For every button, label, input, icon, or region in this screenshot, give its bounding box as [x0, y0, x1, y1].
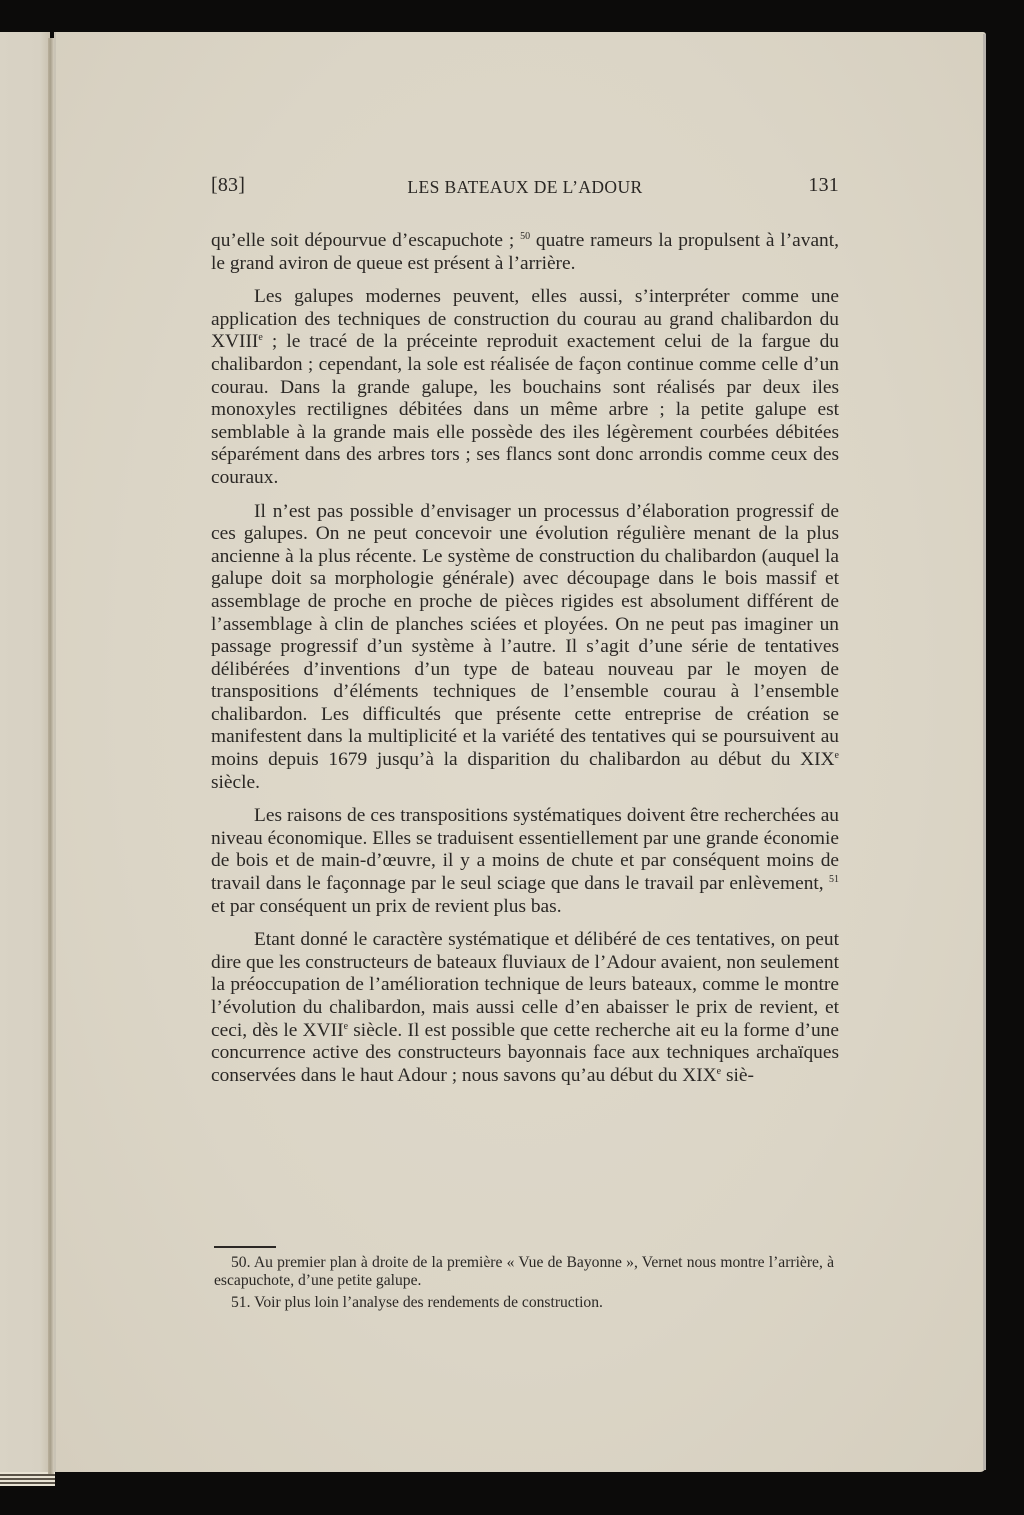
book-gutter — [48, 38, 54, 1474]
paragraph: Les raisons de ces transpositions systématiques doivent être recherchées au niveau économique. Elles se traduisent essentiellement par une grande économie de bois et de main-d’œuvre, il y a moins de chute et par conséquent moins de travail dans le façonnage par le seul sciage que dans le travail par enlèvement, $^{51}$ et par conséquent un prix de revient plus bas. — [211, 805, 839, 917]
running-title: LES BATEAUX DE L’ADOUR — [407, 177, 643, 197]
chapter-reference: [83] — [211, 174, 246, 196]
footnote-separator — [214, 1246, 276, 1248]
footnote-reference: e — [343, 1020, 349, 1032]
footnote-text: Au premier plan à droite de la première « Vue de Bayonne », Vernet nous montre l’arrière, à escapuchote, d’une petite galupe. — [214, 1254, 834, 1289]
footnote-reference: e — [716, 1065, 722, 1077]
footnotes — [214, 1254, 834, 1316]
footnote-number: 51. — [231, 1294, 251, 1311]
paragraph: Les galupes modernes peuvent, elles aussi, s’interpréter comme une application des techniques de construction du courau au grand chalibardon du XVIIIe ; le tracé de la préceinte reproduit exactement celui de la fargue du chalibardon ; cependant, la sole est réalisée de façon continue comme celle d’un courau. Dans la grande galupe, les bouchains sont réalisés par deux iles monoxyles rectilignes débitées dans un même arbre ; la petite galupe est semblable à la grande mais elle possède des iles légèrement courbées débitées séparément dans des arbres tors ; ses flancs sont donc arrondis comme ceux des couraux. — [211, 286, 839, 488]
footnote-number: 50. — [231, 1254, 251, 1271]
facing-page-edge — [0, 32, 50, 1480]
footnote-reference: e — [258, 332, 263, 344]
page-number: 131 — [808, 174, 839, 196]
paragraph: qu’elle soit dépourvue d’escapuchote ; $^{50}$ quatre rameurs la propulsent à l’avant, le grand aviron de queue est présent à l’arrière. — [211, 230, 839, 274]
footnote — [214, 1294, 834, 1312]
paragraph: Etant donné le caractère systématique et délibéré de ces tentatives, on peut dire que les constructeurs de bateaux fluviaux de l’Adour avaient, non seulement la préoccupation de l’amélioration technique de leurs bateaux, comme le montre l’évolution du chalibardon, mais aussi celle d’en abaisser le prix de revient, et ceci, dès le XVIIe siècle. Il est possible que cette recherche ait eu la forme d’une concurrence active des constructeurs bayonnais face aux techniques archaïques conservées dans le haut Adour ; nous savons qu’au début du XIXe siè- — [211, 929, 839, 1086]
footnote-text: Voir plus loin l’analyse des rendements de construction. — [254, 1294, 603, 1311]
footnote-reference: 51 — [829, 874, 839, 886]
body-text — [211, 230, 839, 1087]
footnote-reference: e — [834, 750, 839, 762]
page-edge-right — [983, 34, 986, 1470]
footnote — [214, 1254, 834, 1290]
paragraph: Il n’est pas possible d’envisager un processus d’élaboration progressif de ces galupes. On ne peut concevoir une évolution régulière menant de la plus ancienne à la plus récente. Le système de construction du chalibardon (auquel la galupe doit sa morphologie générale) avec découpage dans le bois massif et assemblage de proche en proche de pièces rigides est absolument différent de l’assemblage à clin de planches sciées et ployées. On ne peut pas imaginer un passage progressif d’un système à l’autre. Il s’agit d’une série de tentatives délibérées d’inventions d’un type de bateau nouveau par le moyen de transpositions d’éléments techniques de l’ensemble courau à l’ensemble chalibardon. Les difficultés que présente cette entreprise de création se manifestent dans la multiplicité et la variété des tentatives qui se poursuivent au moins depuis 1679 jusqu’à la disparition du chalibardon au début du XIXe siècle. — [211, 500, 839, 793]
page-stack-edges — [0, 1472, 55, 1486]
footnote-reference: 50 — [520, 231, 531, 242]
running-header — [211, 174, 839, 202]
